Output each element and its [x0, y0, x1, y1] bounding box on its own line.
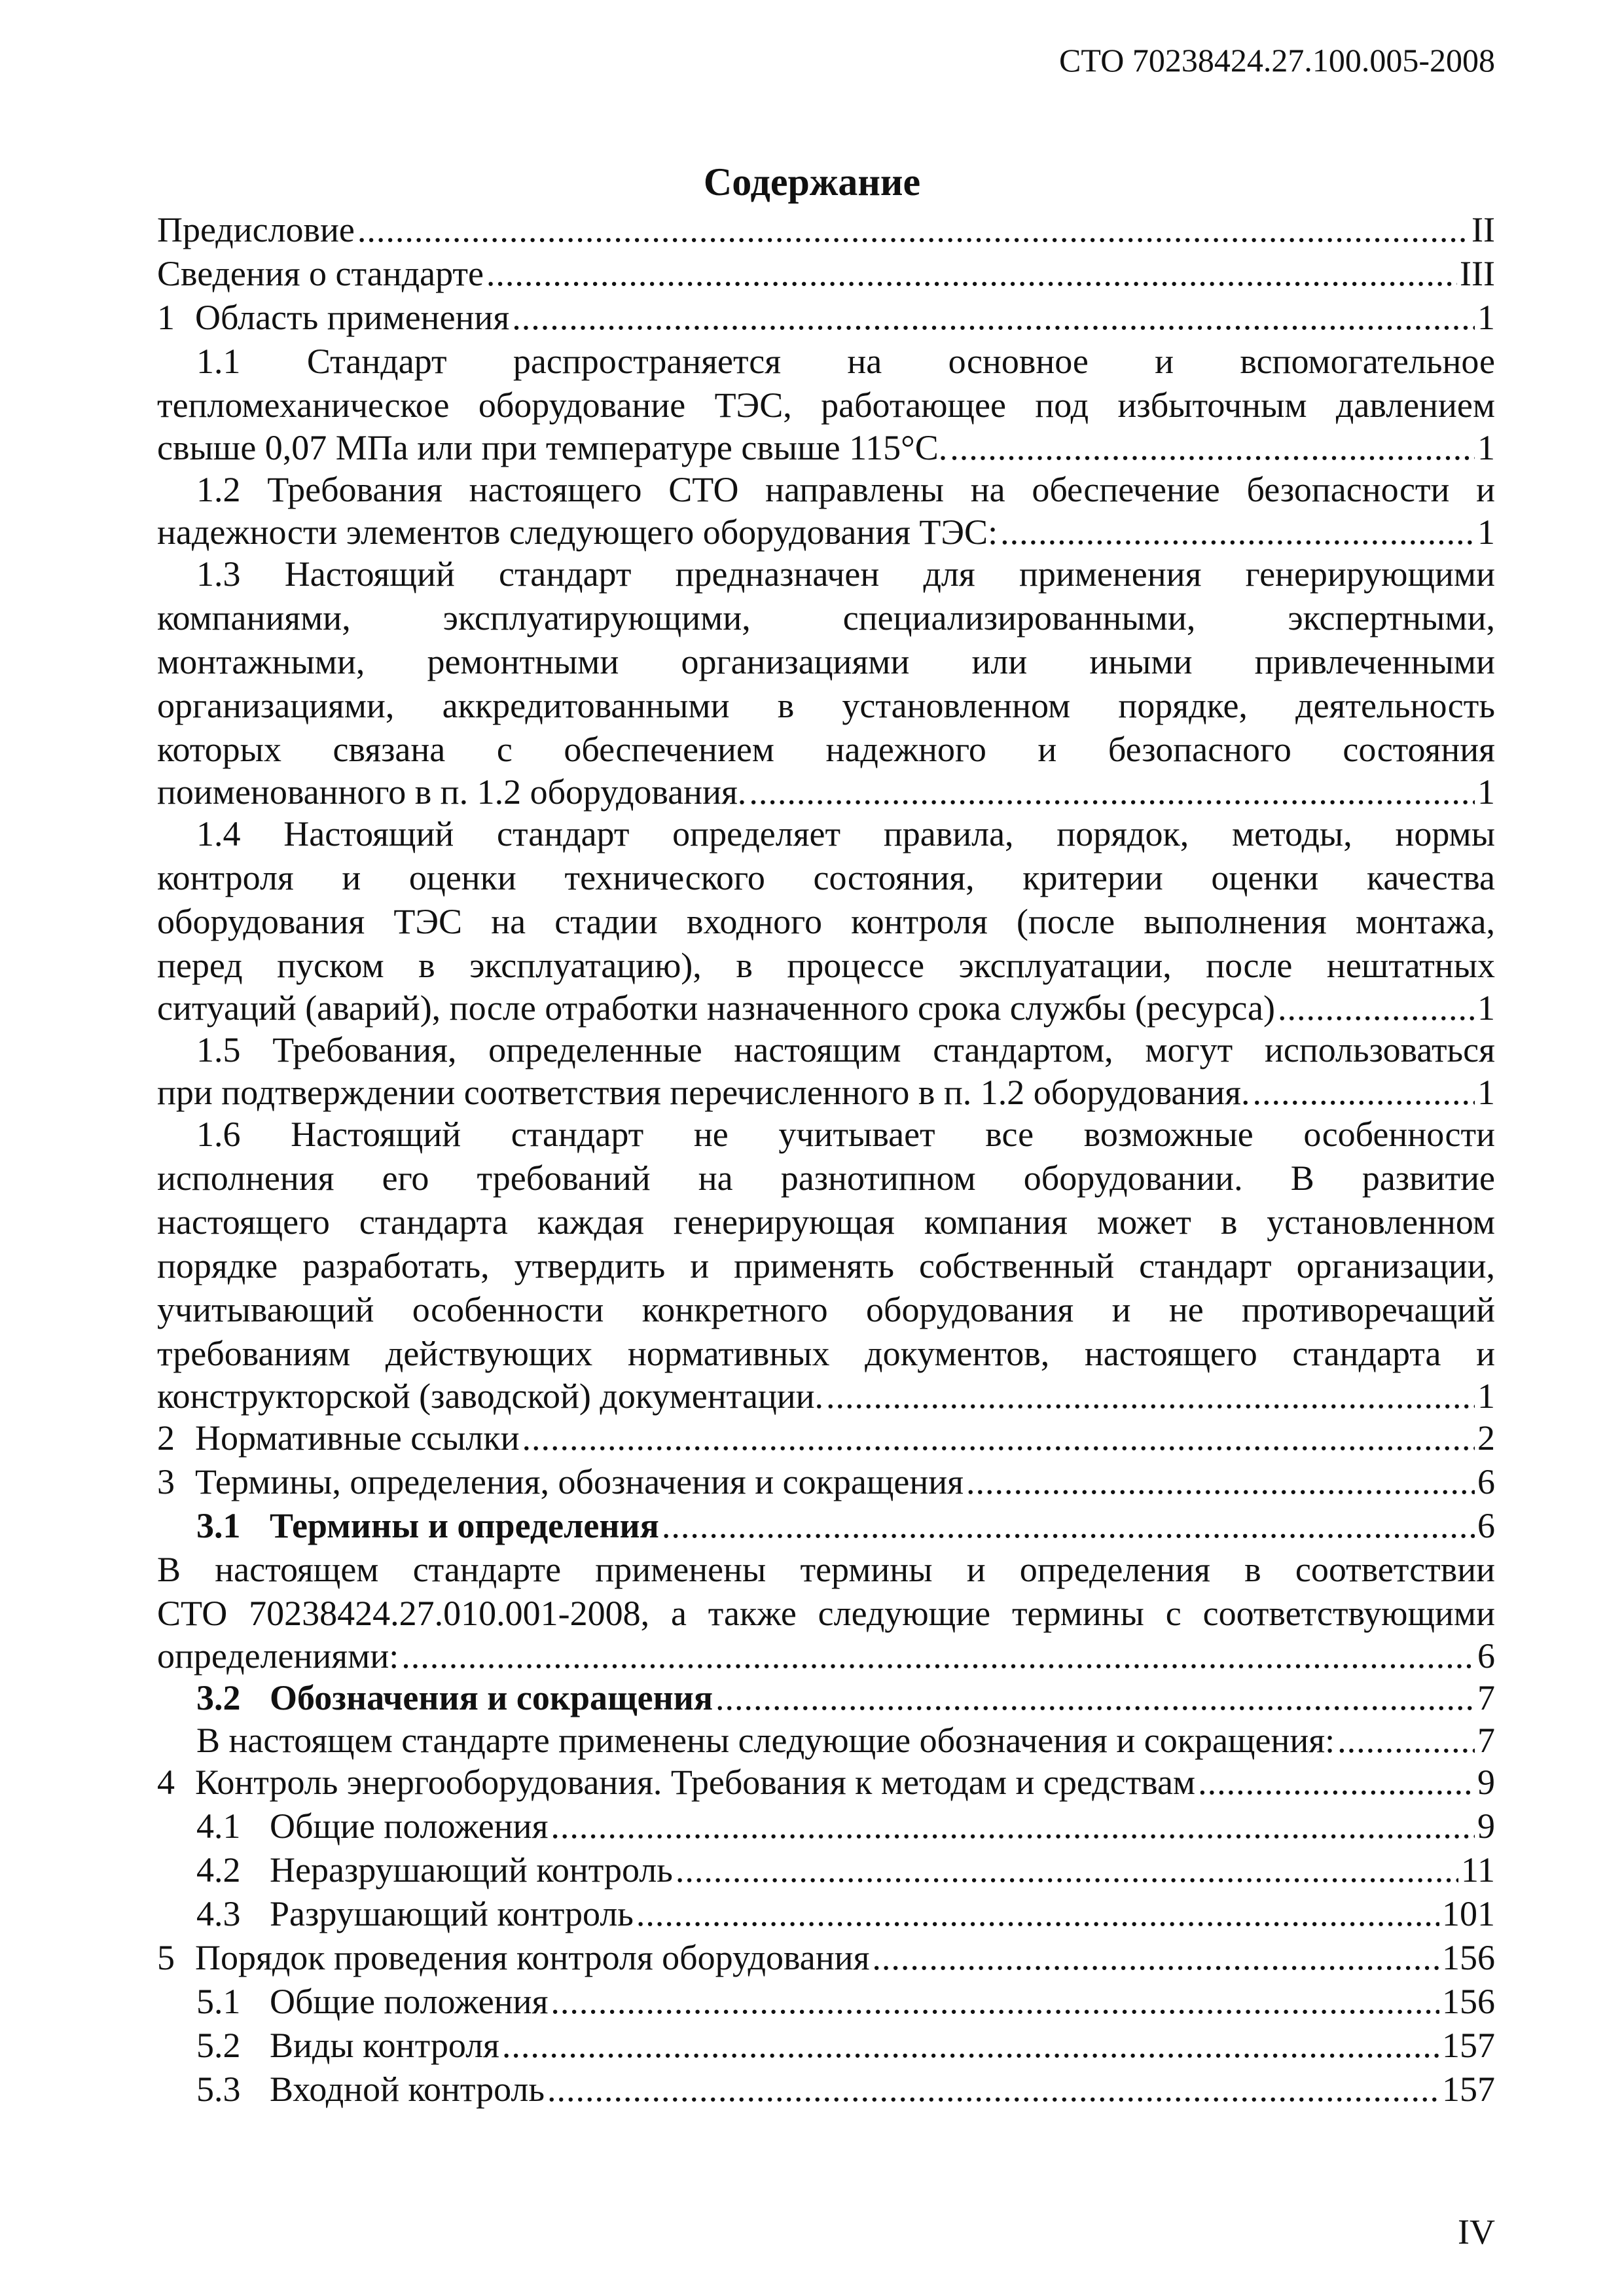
toc-leader-dots	[502, 2024, 1439, 2068]
toc-entry-line: 1.4 Настоящий стандарт определяет правила, порядок, методы, нормы	[196, 814, 1495, 853]
toc-entry-text: Неразрушающий контроль	[270, 1850, 673, 1890]
toc-entry-line: монтажными, ремонтными организациями или иными привлеченными	[157, 642, 1495, 681]
toc-leader-dots	[357, 208, 1469, 252]
toc-entry-number: 4.3	[196, 1894, 241, 1933]
toc-entry-line: которых связана с обеспечением надежного и безопасного состояния	[157, 730, 1495, 769]
toc-page-number: 6	[1477, 1636, 1495, 1676]
toc-page-number: 156	[1442, 1982, 1495, 2021]
toc-leader-dots	[550, 1980, 1439, 2024]
toc-leader-dots	[1278, 988, 1475, 1028]
toc-entry-line: настоящего стандарта каждая генерирующая компания может в установленном	[157, 1202, 1495, 1242]
toc-page-number: 7	[1477, 1678, 1495, 1717]
toc-entry-number: 4.2	[196, 1850, 241, 1890]
toc-page-number: 1	[1477, 1073, 1495, 1112]
toc-entry-text: Предисловие	[157, 210, 355, 249]
toc-page-number: 11	[1461, 1850, 1495, 1890]
toc-entry-number: 4.1	[196, 1806, 241, 1846]
toc-page-number: 9	[1477, 1806, 1495, 1846]
toc-page-number: 1	[1477, 298, 1495, 337]
toc-entry-pre[interactable]	[157, 208, 1495, 252]
toc-leader-dots	[1000, 512, 1475, 552]
toc-entry-text: Порядок проведения контроля оборудования	[195, 1938, 870, 1977]
toc-page-number: 157	[1442, 2070, 1495, 2109]
toc-entry-s52[interactable]	[157, 2024, 1495, 2068]
toc-entry-s4[interactable]	[157, 1761, 1495, 1804]
toc-leader-dots	[1337, 1720, 1475, 1761]
toc-entry-p32[interactable]	[157, 1720, 1495, 1761]
toc-entry-text: Термины и определения	[270, 1506, 659, 1545]
toc-entry-text: конструкторской (заводской) документации.	[157, 1376, 824, 1416]
table-of-contents	[157, 208, 1495, 2111]
toc-entry-line	[157, 427, 1495, 468]
toc-leader-dots	[872, 1936, 1439, 1980]
toc-entry-line: исполнения его требований на разнотипном оборудовании. В развитие	[157, 1158, 1495, 1198]
toc-page-number: 1	[1477, 772, 1495, 812]
toc-entry-s31[interactable]	[157, 1504, 1495, 1548]
toc-page-number: 1	[1477, 428, 1495, 467]
toc-entry-line: требованиям действующих нормативных документов, настоящего стандарта и	[157, 1334, 1495, 1373]
toc-entry-text: Термины, определения, обозначения и сокращения	[195, 1462, 964, 1501]
page-number: IV	[1458, 2212, 1495, 2251]
toc-entry-p15[interactable]	[157, 1028, 1495, 1113]
toc-entry-text: при подтверждении соответствия перечисленного в п. 1.2 оборудования.	[157, 1073, 1250, 1112]
toc-leader-dots	[550, 1804, 1475, 1848]
toc-entry-number: 3.1	[196, 1506, 241, 1545]
toc-entry-line: перед пуском в эксплуатацию), в процессе эксплуатации, после нештатных	[157, 946, 1495, 985]
toc-entry-text: Общие положения	[270, 1806, 549, 1846]
toc-page-number: 9	[1477, 1763, 1495, 1802]
toc-page-number: 101	[1442, 1894, 1495, 1933]
toc-leader-dots	[486, 252, 1457, 296]
toc-entry-text: Обозначения и сокращения	[270, 1678, 713, 1717]
toc-entry-text: Виды контроля	[270, 2026, 499, 2065]
toc-entry-p12[interactable]	[157, 468, 1495, 552]
toc-page-number: 1	[1477, 988, 1495, 1028]
toc-title: Содержание	[703, 160, 921, 204]
toc-entry-line: порядке разработать, утвердить и применять собственный стандарт организации,	[157, 1246, 1495, 1285]
toc-leader-dots	[966, 1460, 1475, 1504]
toc-entry-text: Область применения	[195, 298, 510, 337]
toc-leader-dots	[676, 1848, 1458, 1892]
toc-entry-s42[interactable]	[157, 1848, 1495, 1892]
toc-entry-number: 4	[157, 1763, 175, 1802]
toc-entry-s1[interactable]	[157, 296, 1495, 340]
toc-page-number: 156	[1442, 1938, 1495, 1977]
toc-page-number: 6	[1477, 1506, 1495, 1545]
toc-entry-line: 1.6 Настоящий стандарт не учитывает все возможные особенности	[196, 1115, 1495, 1154]
toc-entry-text: Нормативные ссылки	[195, 1418, 520, 1458]
toc-leader-dots	[636, 1892, 1439, 1936]
toc-leader-dots	[512, 296, 1475, 340]
toc-page-number: II	[1471, 210, 1495, 249]
toc-entry-line: организациями, аккредитованными в установленном порядке, деятельность	[157, 686, 1495, 725]
toc-page-number: 1	[1477, 512, 1495, 552]
toc-page-number: III	[1460, 254, 1495, 293]
toc-entry-number: 3.2	[196, 1678, 241, 1717]
toc-entry-text: определениями:	[157, 1636, 399, 1676]
toc-entry-number: 5.1	[196, 1982, 241, 2021]
toc-entry-s43[interactable]	[157, 1892, 1495, 1936]
toc-page-number: 2	[1477, 1418, 1495, 1458]
toc-entry-p11[interactable]	[157, 340, 1495, 468]
toc-entry-text: свыше 0,07 МПа или при температуре свыше 115°С.	[157, 428, 948, 467]
toc-entry-line: 1.1 Стандарт распространяется на основное и вспомогательное	[196, 342, 1495, 381]
toc-leader-dots	[401, 1636, 1475, 1676]
toc-entry-sv[interactable]	[157, 252, 1495, 296]
toc-entry-line: В настоящем стандарте применены термины и определения в соответствии	[157, 1550, 1495, 1589]
toc-entry-line	[157, 988, 1495, 1028]
toc-page-number: 1	[1477, 1376, 1495, 1416]
toc-entry-line: оборудования ТЭС на стадии входного контроля (после выполнения монтажа,	[157, 902, 1495, 941]
toc-entry-line: СТО 70238424.27.010.001-2008, а также следующие термины с соответствующими	[157, 1594, 1495, 1633]
toc-entry-line	[157, 1072, 1495, 1113]
toc-entry-line: компаниями, эксплуатирующими, специализированными, экспертными,	[157, 598, 1495, 637]
toc-entry-p31[interactable]	[157, 1548, 1495, 1676]
toc-entry-s3[interactable]	[157, 1460, 1495, 1504]
document-code: СТО 70238424.27.100.005-2008	[1059, 42, 1495, 79]
toc-leader-dots	[715, 1676, 1475, 1720]
toc-entry-text: Контроль энергооборудования. Требования к методам и средствам	[195, 1763, 1196, 1802]
toc-entry-number: 3	[157, 1462, 175, 1501]
toc-entry-s2[interactable]	[157, 1416, 1495, 1460]
toc-entry-s51[interactable]	[157, 1980, 1495, 2024]
toc-entry-number: 2	[157, 1418, 175, 1458]
toc-entry-line: тепломеханическое оборудование ТЭС, работающее под избыточным давлением	[157, 386, 1495, 425]
toc-leader-dots	[662, 1504, 1475, 1548]
toc-page-number: 6	[1477, 1462, 1495, 1501]
toc-entry-line: 1.5 Требования, определенные настоящим стандартом, могут использоваться	[196, 1030, 1495, 1069]
toc-entry-p14[interactable]	[157, 812, 1495, 1028]
toc-entry-number: 5.2	[196, 2026, 241, 2065]
toc-entry-s32[interactable]	[157, 1676, 1495, 1720]
toc-entry-line	[157, 772, 1495, 812]
toc-entry-text: Разрушающий контроль	[270, 1894, 634, 1933]
toc-leader-dots	[1253, 1072, 1475, 1113]
toc-entry-s5[interactable]	[157, 1936, 1495, 1980]
toc-page-number: 157	[1442, 2026, 1495, 2065]
toc-leader-dots	[826, 1376, 1475, 1416]
toc-leader-dots	[547, 2068, 1439, 2111]
toc-entry-p13[interactable]	[157, 552, 1495, 812]
toc-entry-number: 5.3	[196, 2070, 241, 2109]
toc-entry-line	[157, 1376, 1495, 1416]
toc-entry-text: Сведения о стандарте	[157, 254, 484, 293]
toc-entry-p16[interactable]	[157, 1113, 1495, 1416]
toc-entry-text: Общие положения	[270, 1982, 549, 2021]
toc-entry-line: 1.3 Настоящий стандарт предназначен для применения генерирующими	[196, 554, 1495, 594]
toc-entry-number: 5	[157, 1938, 175, 1977]
toc-leader-dots	[1198, 1761, 1475, 1804]
toc-leader-dots	[950, 427, 1475, 468]
toc-entry-line	[157, 512, 1495, 552]
toc-entry-line: 1.2 Требования настоящего СТО направлены на обеспечение безопасности и	[196, 470, 1495, 509]
toc-entry-text: В настоящем стандарте применены следующие обозначения и сокращения:	[196, 1721, 1335, 1760]
toc-entry-line: контроля и оценки технического состояния, критерии оценки качества	[157, 858, 1495, 897]
toc-leader-dots	[749, 772, 1475, 812]
toc-entry-text: Входной контроль	[270, 2070, 545, 2109]
toc-leader-dots	[522, 1416, 1475, 1460]
toc-entry-text: поименованного в п. 1.2 оборудования.	[157, 772, 747, 812]
toc-entry-text: ситуаций (аварий), после отработки назначенного срока службы (ресурса)	[157, 988, 1275, 1028]
toc-page-number: 7	[1477, 1721, 1495, 1760]
toc-entry-s41[interactable]	[157, 1804, 1495, 1848]
toc-entry-text: надежности элементов следующего оборудования ТЭС:	[157, 512, 998, 552]
toc-entry-line	[157, 1636, 1495, 1676]
toc-entry-line	[157, 1720, 1495, 1761]
toc-entry-s53[interactable]	[157, 2068, 1495, 2111]
toc-entry-line: учитывающий особенности конкретного оборудования и не противоречащий	[157, 1290, 1495, 1329]
toc-entry-number: 1	[157, 298, 175, 337]
